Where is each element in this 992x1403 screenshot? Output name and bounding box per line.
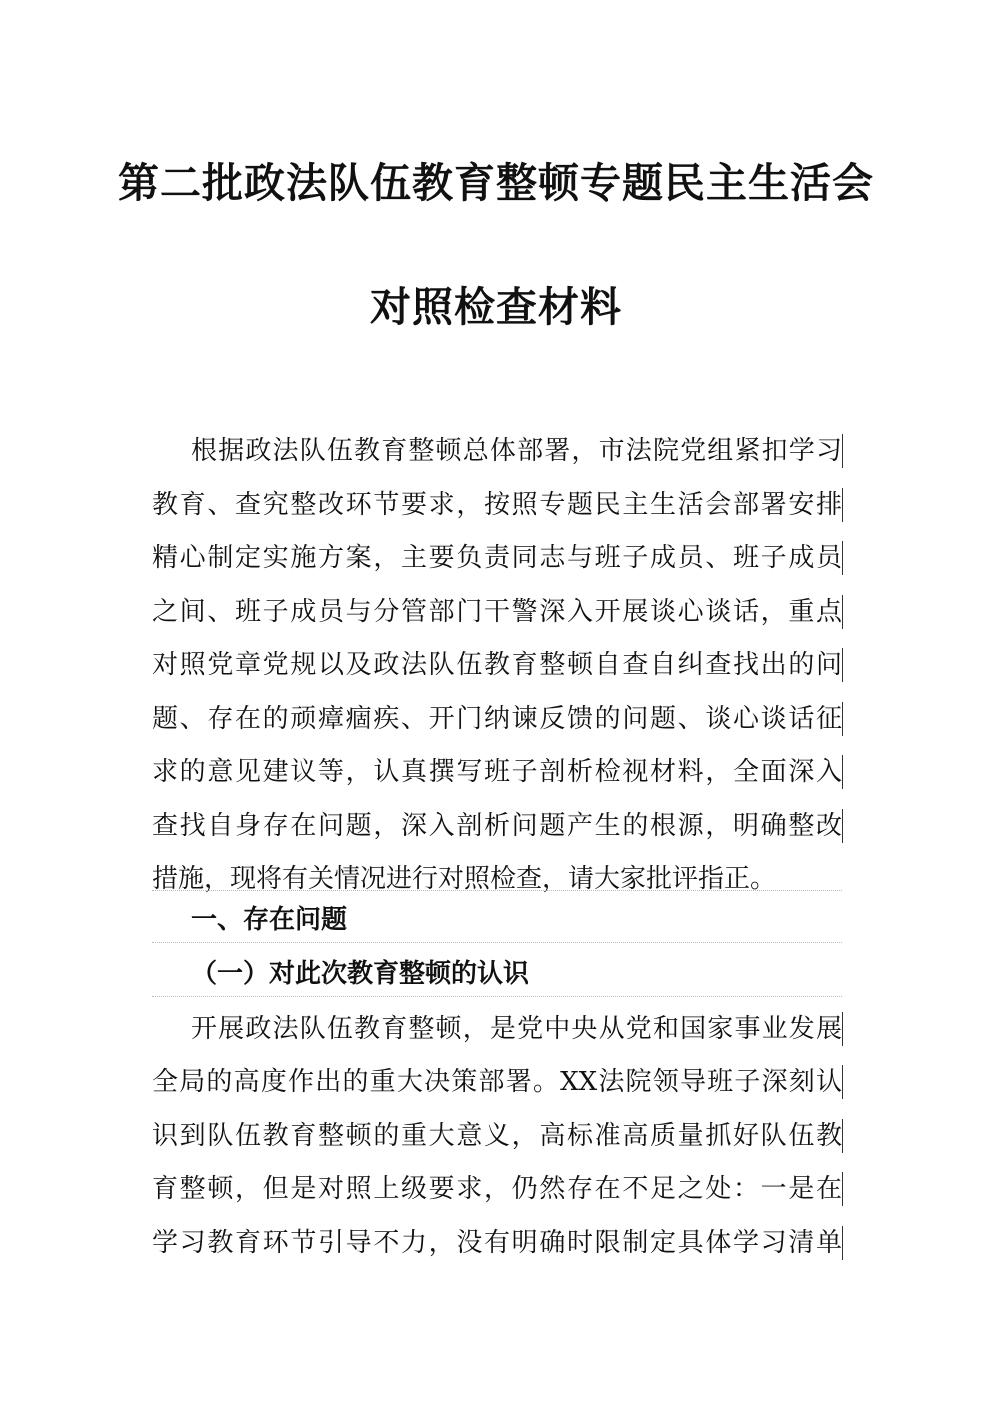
margin-mark <box>842 488 843 522</box>
section-heading-problems: 一、存在问题 <box>191 905 348 935</box>
paragraph-divider <box>152 942 842 943</box>
subsection-line-3: 识到队伍教育整顿的重大意义，高标准高质量抓好队伍教 <box>152 1121 842 1151</box>
margin-mark <box>842 541 843 575</box>
intro-line-8: 查找自身存在问题，深入剖析问题产生的根源，明确整改 <box>152 811 842 841</box>
subsection-heading-understanding: （一）对此次教育整顿的认识 <box>191 959 530 989</box>
margin-mark <box>842 755 843 789</box>
paragraph-divider <box>152 996 842 997</box>
intro-line-1: 根据政法队伍教育整顿总体部署，市法院党组紧扣学习 <box>191 436 842 466</box>
margin-mark <box>842 1172 843 1206</box>
intro-line-6: 题、存在的顽瘴痼疾、开门纳谏反馈的问题、谈心谈话征 <box>152 704 842 734</box>
margin-mark <box>842 809 843 843</box>
subsection-line-4: 育整顿，但是对照上级要求，仍然存在不足之处：一是在 <box>152 1174 842 1204</box>
margin-mark <box>842 702 843 736</box>
intro-line-2: 教育、查究整改环节要求，按照专题民主生活会部署安排 <box>152 490 842 520</box>
intro-line-4: 之间、班子成员与分管部门干警深入开展谈心谈话，重点 <box>152 597 842 627</box>
intro-line-9: 措施，现将有关情况进行对照检查，请大家批评指正。 <box>152 864 777 894</box>
document-title-line-2: 对照检查材料 <box>370 283 622 331</box>
margin-mark <box>842 648 843 682</box>
margin-mark <box>842 434 843 468</box>
document-title-line-1: 第二批政法队伍教育整顿专题民主生活会 <box>118 159 874 207</box>
intro-line-3: 精心制定实施方案，主要负责同志与班子成员、班子成员 <box>152 543 842 573</box>
margin-mark <box>842 595 843 629</box>
intro-line-5: 对照党章党规以及政法队伍教育整顿自查自纠查找出的问 <box>152 650 842 680</box>
margin-mark <box>842 1065 843 1099</box>
margin-mark <box>842 1226 843 1260</box>
subsection-line-5: 学习教育环节引导不力，没有明确时限制定具体学习清单 <box>152 1228 842 1258</box>
paragraph-divider <box>152 890 842 891</box>
margin-mark <box>842 1119 843 1153</box>
intro-line-7: 求的意见建议等，认真撰写班子剖析检视材料，全面深入 <box>152 757 842 787</box>
subsection-line-2: 全局的高度作出的重大决策部署。XX法院领导班子深刻认 <box>152 1067 842 1097</box>
margin-mark <box>842 1012 843 1046</box>
subsection-line-1: 开展政法队伍教育整顿，是党中央从党和国家事业发展 <box>191 1014 842 1044</box>
